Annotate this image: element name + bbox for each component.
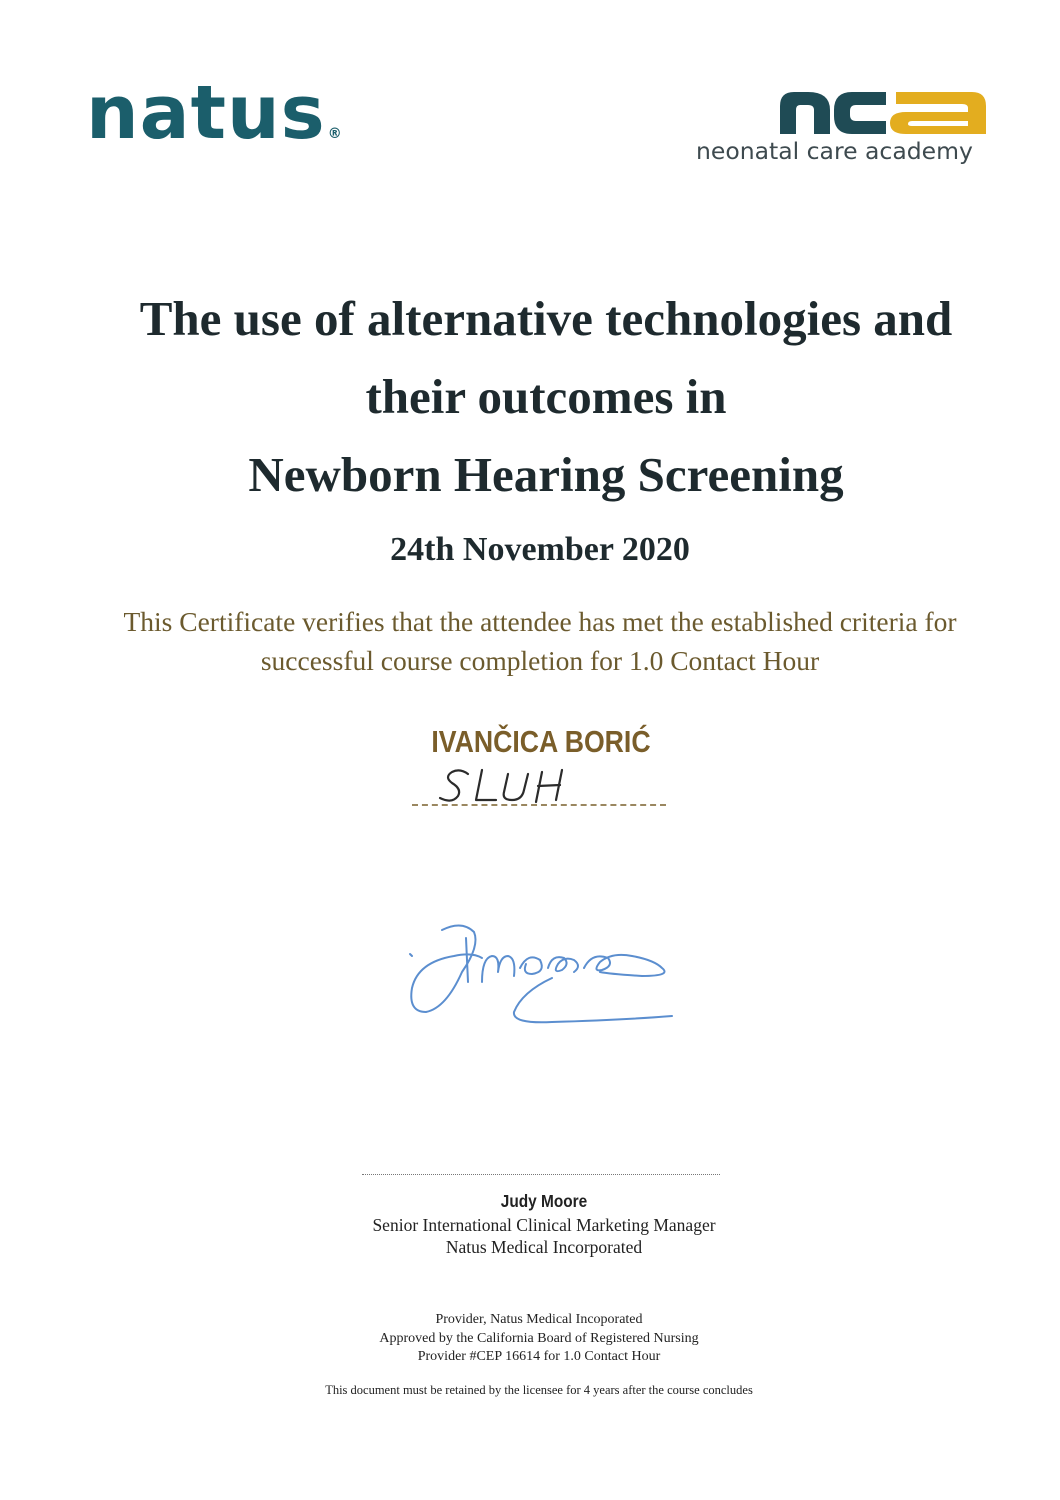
natus-logo-text: natus [86,70,326,156]
provider-line: Approved by the California Board of Registered Nursing [379,1330,699,1346]
certificate-title [0,280,1060,514]
course-date: 24th November 2020 [390,531,690,568]
provider-line: Provider #CEP 16614 for 1.0 Contact Hour [417,1349,661,1364]
signature-line [362,1174,720,1175]
certificate-statement [0,602,1060,680]
retention-notice: This document must be retained by the licensee for 4 years after the course concludes [325,1383,753,1397]
statement-line: This Certificate verifies that the attendee has met the established criteria for [123,606,957,637]
nca-logo-n [780,92,830,134]
title-line: Newborn Hearing Screening [248,447,844,502]
attendee-name: IVANČICA BORIĆ [431,724,651,759]
title-line: their outcomes in [365,369,727,424]
nca-logo-caption: neonatal care academy [696,137,973,165]
nca-logo-a [890,92,986,134]
signatory-name: Judy Moore [500,1191,588,1211]
nca-logo-c [834,92,886,134]
title-line: The use of alternative technologies and [139,291,953,346]
signature [402,912,692,1034]
handwritten-note [430,762,580,808]
statement-line: successful course completion for 1.0 Contact Hour [260,645,820,676]
signatory-details [0,1214,1060,1258]
natus-logo [86,70,342,156]
signatory-company: Natus Medical Incorporated [445,1237,643,1257]
provider-info [0,1311,1060,1367]
attendee-underline [412,804,666,806]
registered-mark: ® [327,126,342,142]
signatory-title: Senior International Clinical Marketing Manager [372,1215,716,1235]
provider-line: Provider, Natus Medical Incoporated [435,1312,643,1327]
